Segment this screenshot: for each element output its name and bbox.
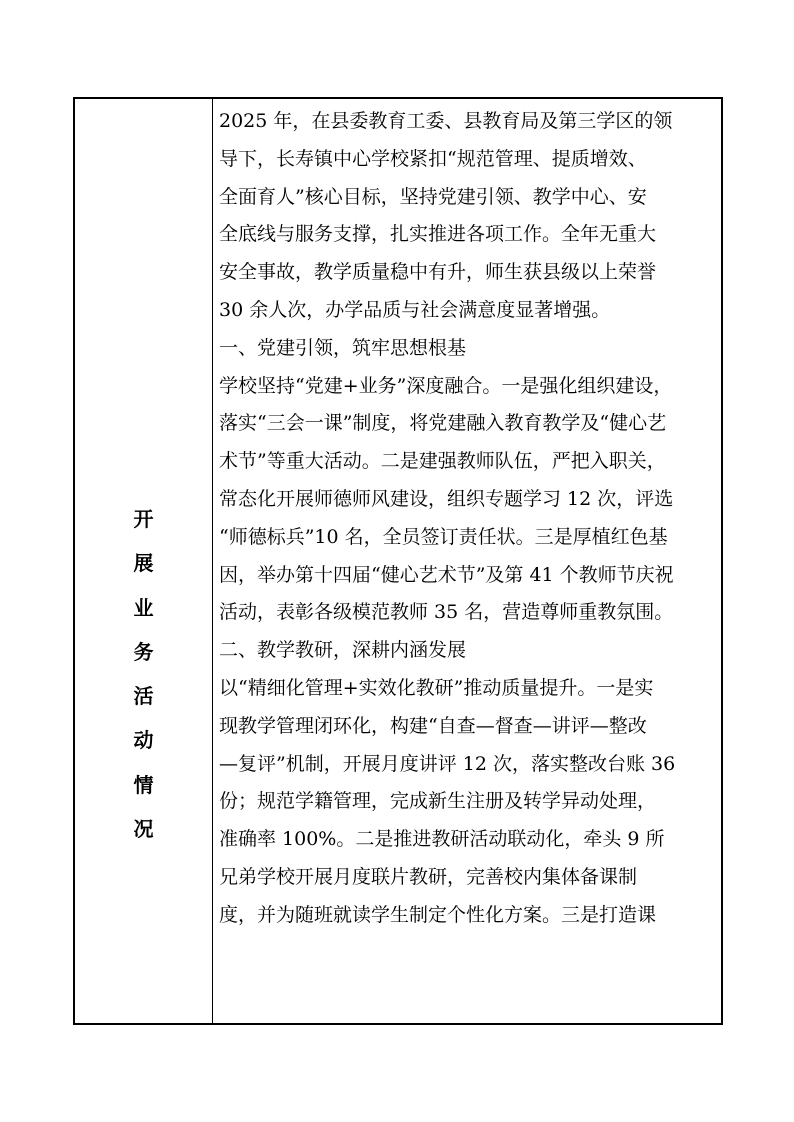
body-text-line: 现教学管理闭环化，构建“自查—督查—讲评—整改 (219, 714, 647, 737)
body-text-line: “师德标兵”10 名，全员签订责任状。三是厚植红色基 (219, 525, 668, 548)
body-text-line: 兄弟学校开展月度联片教研，完善校内集体备课制 (219, 865, 638, 888)
section-label-cell (75, 99, 213, 1023)
body-text-line: 安全事故，教学质量稳中有升，师生获县级以上荣誉 (219, 261, 657, 284)
section-label-char: 动 (133, 728, 154, 753)
section-content-cell (213, 99, 721, 1023)
body-text-line: 因，举办第十四届“健心艺术节”及第 41 个教师节庆祝 (219, 563, 674, 586)
section-heading: 一、党建引领，筑牢思想根基 (219, 336, 467, 359)
body-text-line: 以“精细化管理+实效化教研”推动质量提升。一是实 (219, 676, 654, 699)
body-text-line: 学校坚持“党建+业务”深度融合。一是强化组织建设， (219, 374, 673, 397)
section-label-char: 活 (133, 684, 154, 709)
section-label-char: 务 (133, 639, 154, 664)
section-label-char: 况 (133, 817, 154, 842)
body-text-line: 落实“三会一课”制度，将党建融入教育教学及“健心艺 (219, 412, 667, 435)
body-text-line: 准确率 100%。二是推进教研活动联动化，牵头 9 所 (219, 828, 665, 851)
section-label (75, 497, 212, 851)
body-text-line: 份；规范学籍管理，完成新生注册及转学异动处理， (219, 790, 657, 813)
body-text-line: —复评”机制，开展月度讲评 12 次，落实整改台账 36 (219, 752, 676, 775)
body-text-line: 常态化开展师德师风建设，组织专题学习 12 次，评选 (219, 487, 674, 510)
body-text-line: 全底线与服务支撑，扎实推进各项工作。全年无重大 (219, 223, 657, 246)
body-text-line: 30 余人次，办学品质与社会满意度显著增强。 (219, 298, 611, 321)
section-heading: 二、教学教研，深耕内涵发展 (219, 639, 467, 662)
activity-table (73, 97, 723, 1025)
body-text-line: 导下，长寿镇中心学校紧扣“规范管理、提质增效、 (219, 147, 647, 170)
body-text-line: 活动，表彰各级模范教师 35 名，营造尊师重教氛围。 (219, 601, 674, 624)
body-text-line: 全面育人”核心目标，坚持党建引领、教学中心、安 (219, 185, 647, 208)
body-text-line: 术节”等重大活动。二是建强教师队伍，严把入职关， (219, 450, 666, 473)
section-label-char: 展 (133, 551, 154, 576)
section-label-char: 开 (133, 507, 154, 531)
section-label-char: 情 (133, 772, 154, 797)
body-text-line: 度，并为随班就读学生制定个性化方案。三是打造课 (219, 903, 657, 926)
section-label-char: 业 (133, 595, 154, 620)
body-text-line: 2025 年，在县委教育工委、县教育局及第三学区的领 (219, 110, 673, 132)
